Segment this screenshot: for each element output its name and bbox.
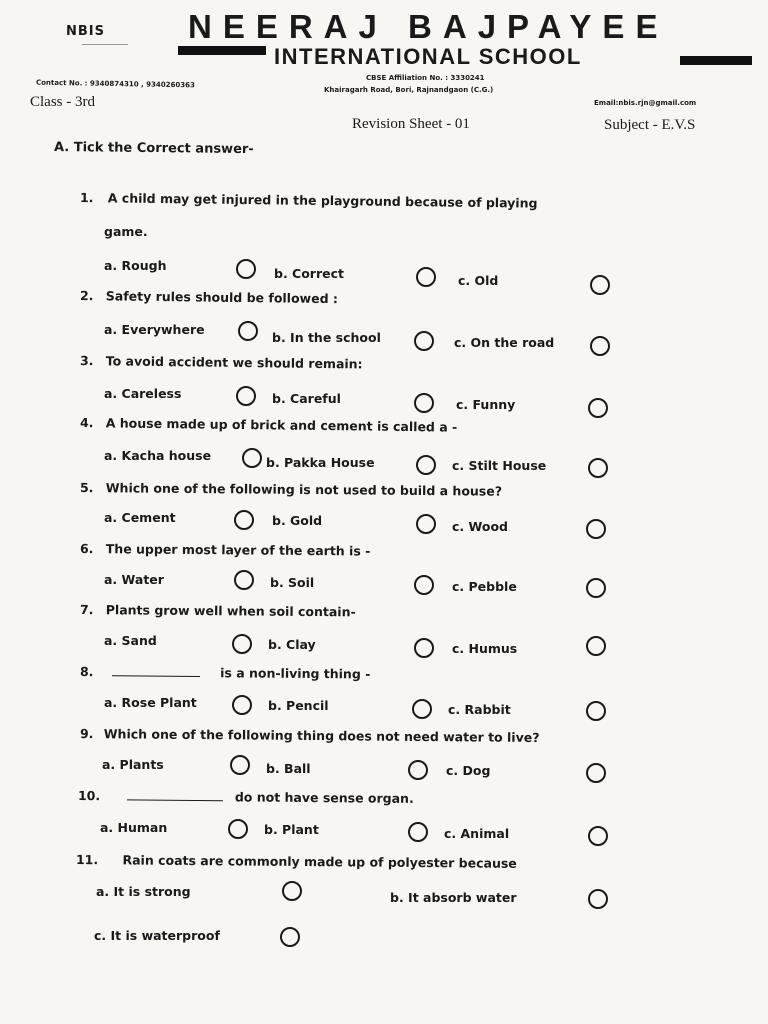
question-text: A house made up of brick and cement is called a -: [105, 415, 458, 435]
answer-circle-7b[interactable]: [414, 638, 434, 658]
question-1-continued: game.: [104, 224, 148, 239]
question-number: 9.: [79, 726, 94, 742]
class-label: Class - 3rd: [30, 94, 95, 110]
cbse-affiliation: CBSE Affiliation No. : 3330241: [366, 74, 485, 82]
answer-circle-1a[interactable]: [236, 259, 256, 279]
question-9: [80, 726, 540, 745]
option-label: b. Careful: [272, 391, 341, 406]
divider: [82, 44, 128, 45]
question-number: 6.: [79, 541, 94, 557]
answer-circle-11a[interactable]: [282, 881, 302, 901]
question-3: [80, 353, 363, 371]
option-label: a. Cement: [104, 510, 176, 525]
question-7: [80, 602, 356, 619]
question-2: [80, 288, 338, 306]
option-label: a. It is strong: [96, 884, 191, 899]
option-label: a. Water: [104, 572, 164, 587]
option-label: a. Everywhere: [104, 322, 205, 337]
answer-circle-9a[interactable]: [230, 755, 250, 775]
option-label: c. Pebble: [452, 579, 517, 594]
option-label: a. Kacha house: [104, 448, 212, 463]
option-label: c. Old: [458, 273, 499, 288]
option-label: a. Careless: [104, 386, 182, 401]
question-number: 7.: [79, 602, 94, 618]
option-label: c. Funny: [456, 397, 516, 412]
option-label: c. On the road: [454, 335, 555, 350]
question-text: Safety rules should be followed :: [105, 288, 339, 307]
option-label: c. Rabbit: [448, 702, 511, 717]
revision-title: Revision Sheet - 01: [352, 116, 470, 132]
option-label: b. Clay: [268, 637, 316, 652]
answer-circle-9b[interactable]: [408, 760, 428, 780]
answer-circle-6c[interactable]: [586, 578, 606, 598]
question-10: [78, 788, 414, 806]
question-text: The upper most layer of the earth is -: [105, 541, 371, 559]
option-label: c. Animal: [444, 826, 510, 841]
question-number: 4.: [79, 415, 94, 431]
answer-circle-5c[interactable]: [586, 519, 606, 539]
question-number: 8.: [79, 664, 94, 680]
decorative-bar-left: [178, 46, 266, 55]
answer-circle-10b[interactable]: [408, 822, 428, 842]
answer-circle-3a[interactable]: [236, 386, 256, 406]
answer-circle-6a[interactable]: [234, 570, 254, 590]
question-text: Which one of the following thing does not need water to live?: [103, 726, 540, 746]
question-number: 11.: [75, 852, 99, 868]
answer-circle-7c[interactable]: [586, 636, 606, 656]
fill-blank[interactable]: [112, 675, 200, 677]
question-1: [80, 190, 538, 211]
answer-circle-11c[interactable]: [280, 927, 300, 947]
answer-circle-5a[interactable]: [234, 510, 254, 530]
school-address: Khairagarh Road, Bori, Rajnandgaon (C.G.): [324, 86, 494, 94]
answer-circle-8c[interactable]: [586, 701, 606, 721]
question-4: [80, 415, 457, 435]
school-code: NBIS: [66, 24, 105, 39]
option-label: b. In the school: [272, 330, 381, 345]
question-text: Rain coats are commonly made up of polyester because: [122, 852, 517, 871]
answer-circle-2b[interactable]: [414, 331, 434, 351]
question-text: Plants grow well when soil contain-: [105, 602, 356, 620]
question-text: A child may get injured in the playground because of playing: [107, 190, 538, 211]
question-text: is a non-living thing -: [220, 665, 371, 682]
answer-circle-2a[interactable]: [238, 321, 258, 341]
answer-circle-5b[interactable]: [416, 514, 436, 534]
answer-circle-4c[interactable]: [588, 458, 608, 478]
question-5: [80, 480, 502, 499]
option-label: a. Human: [100, 820, 168, 835]
option-label: a. Sand: [104, 633, 157, 648]
answer-circle-11b[interactable]: [588, 889, 608, 909]
option-label: a. Rough: [104, 258, 167, 273]
answer-circle-9c[interactable]: [586, 763, 606, 783]
answer-circle-10a[interactable]: [228, 819, 248, 839]
question-text: Which one of the following is not used to build a house?: [105, 480, 503, 499]
answer-circle-4b[interactable]: [416, 455, 436, 475]
answer-circle-1b[interactable]: [416, 267, 436, 287]
answer-circle-6b[interactable]: [414, 575, 434, 595]
option-label: c. Stilt House: [452, 458, 547, 473]
answer-circle-3b[interactable]: [414, 393, 434, 413]
answer-circle-8a[interactable]: [232, 695, 252, 715]
option-label: b. Plant: [264, 822, 319, 837]
option-label: c. Humus: [452, 641, 518, 656]
option-label: b. It absorb water: [390, 890, 517, 905]
question-text: do not have sense organ.: [234, 789, 414, 806]
school-name: NEERAJ BAJPAYEE: [188, 8, 669, 45]
option-label: a. Rose Plant: [104, 695, 197, 710]
school-email: Email:nbis.rjn@gmail.com: [594, 99, 697, 107]
fill-blank[interactable]: [126, 799, 222, 801]
question-number: 5.: [79, 480, 94, 496]
option-label: b. Ball: [266, 761, 311, 776]
question-number: 10.: [77, 788, 101, 804]
contact-number: Contact No. : 9340874310 , 9340260363: [35, 78, 195, 90]
option-label: a. Plants: [102, 757, 164, 772]
question-number: 1.: [79, 190, 94, 206]
question-number: 3.: [79, 353, 94, 369]
section-title: A. Tick the Correct answer-: [53, 140, 254, 158]
question-8: [80, 664, 370, 682]
answer-circle-2c[interactable]: [590, 336, 610, 356]
decorative-bar-right: [680, 56, 752, 65]
answer-circle-8b[interactable]: [412, 699, 432, 719]
subject-label: Subject - E.V.S: [604, 117, 696, 133]
answer-circle-3c[interactable]: [588, 398, 608, 418]
answer-circle-1c[interactable]: [590, 275, 610, 295]
option-label: c. Wood: [452, 519, 508, 534]
question-number: 2.: [79, 288, 94, 304]
question-text: To avoid accident we should remain:: [105, 353, 363, 372]
answer-circle-7a[interactable]: [232, 634, 252, 654]
option-label: b. Pencil: [268, 698, 329, 713]
option-label: c. Dog: [446, 763, 491, 778]
school-subtitle: INTERNATIONAL SCHOOL: [274, 44, 582, 69]
option-label: b. Correct: [274, 266, 345, 281]
answer-circle-10c[interactable]: [588, 826, 608, 846]
option-label: b. Gold: [272, 513, 323, 528]
question-11: [76, 852, 517, 871]
option-label: c. It is waterproof: [94, 928, 220, 943]
question-6: [80, 541, 370, 559]
option-label: b. Pakka House: [266, 455, 375, 470]
answer-circle-4a[interactable]: [242, 448, 262, 468]
option-label: b. Soil: [270, 575, 315, 590]
